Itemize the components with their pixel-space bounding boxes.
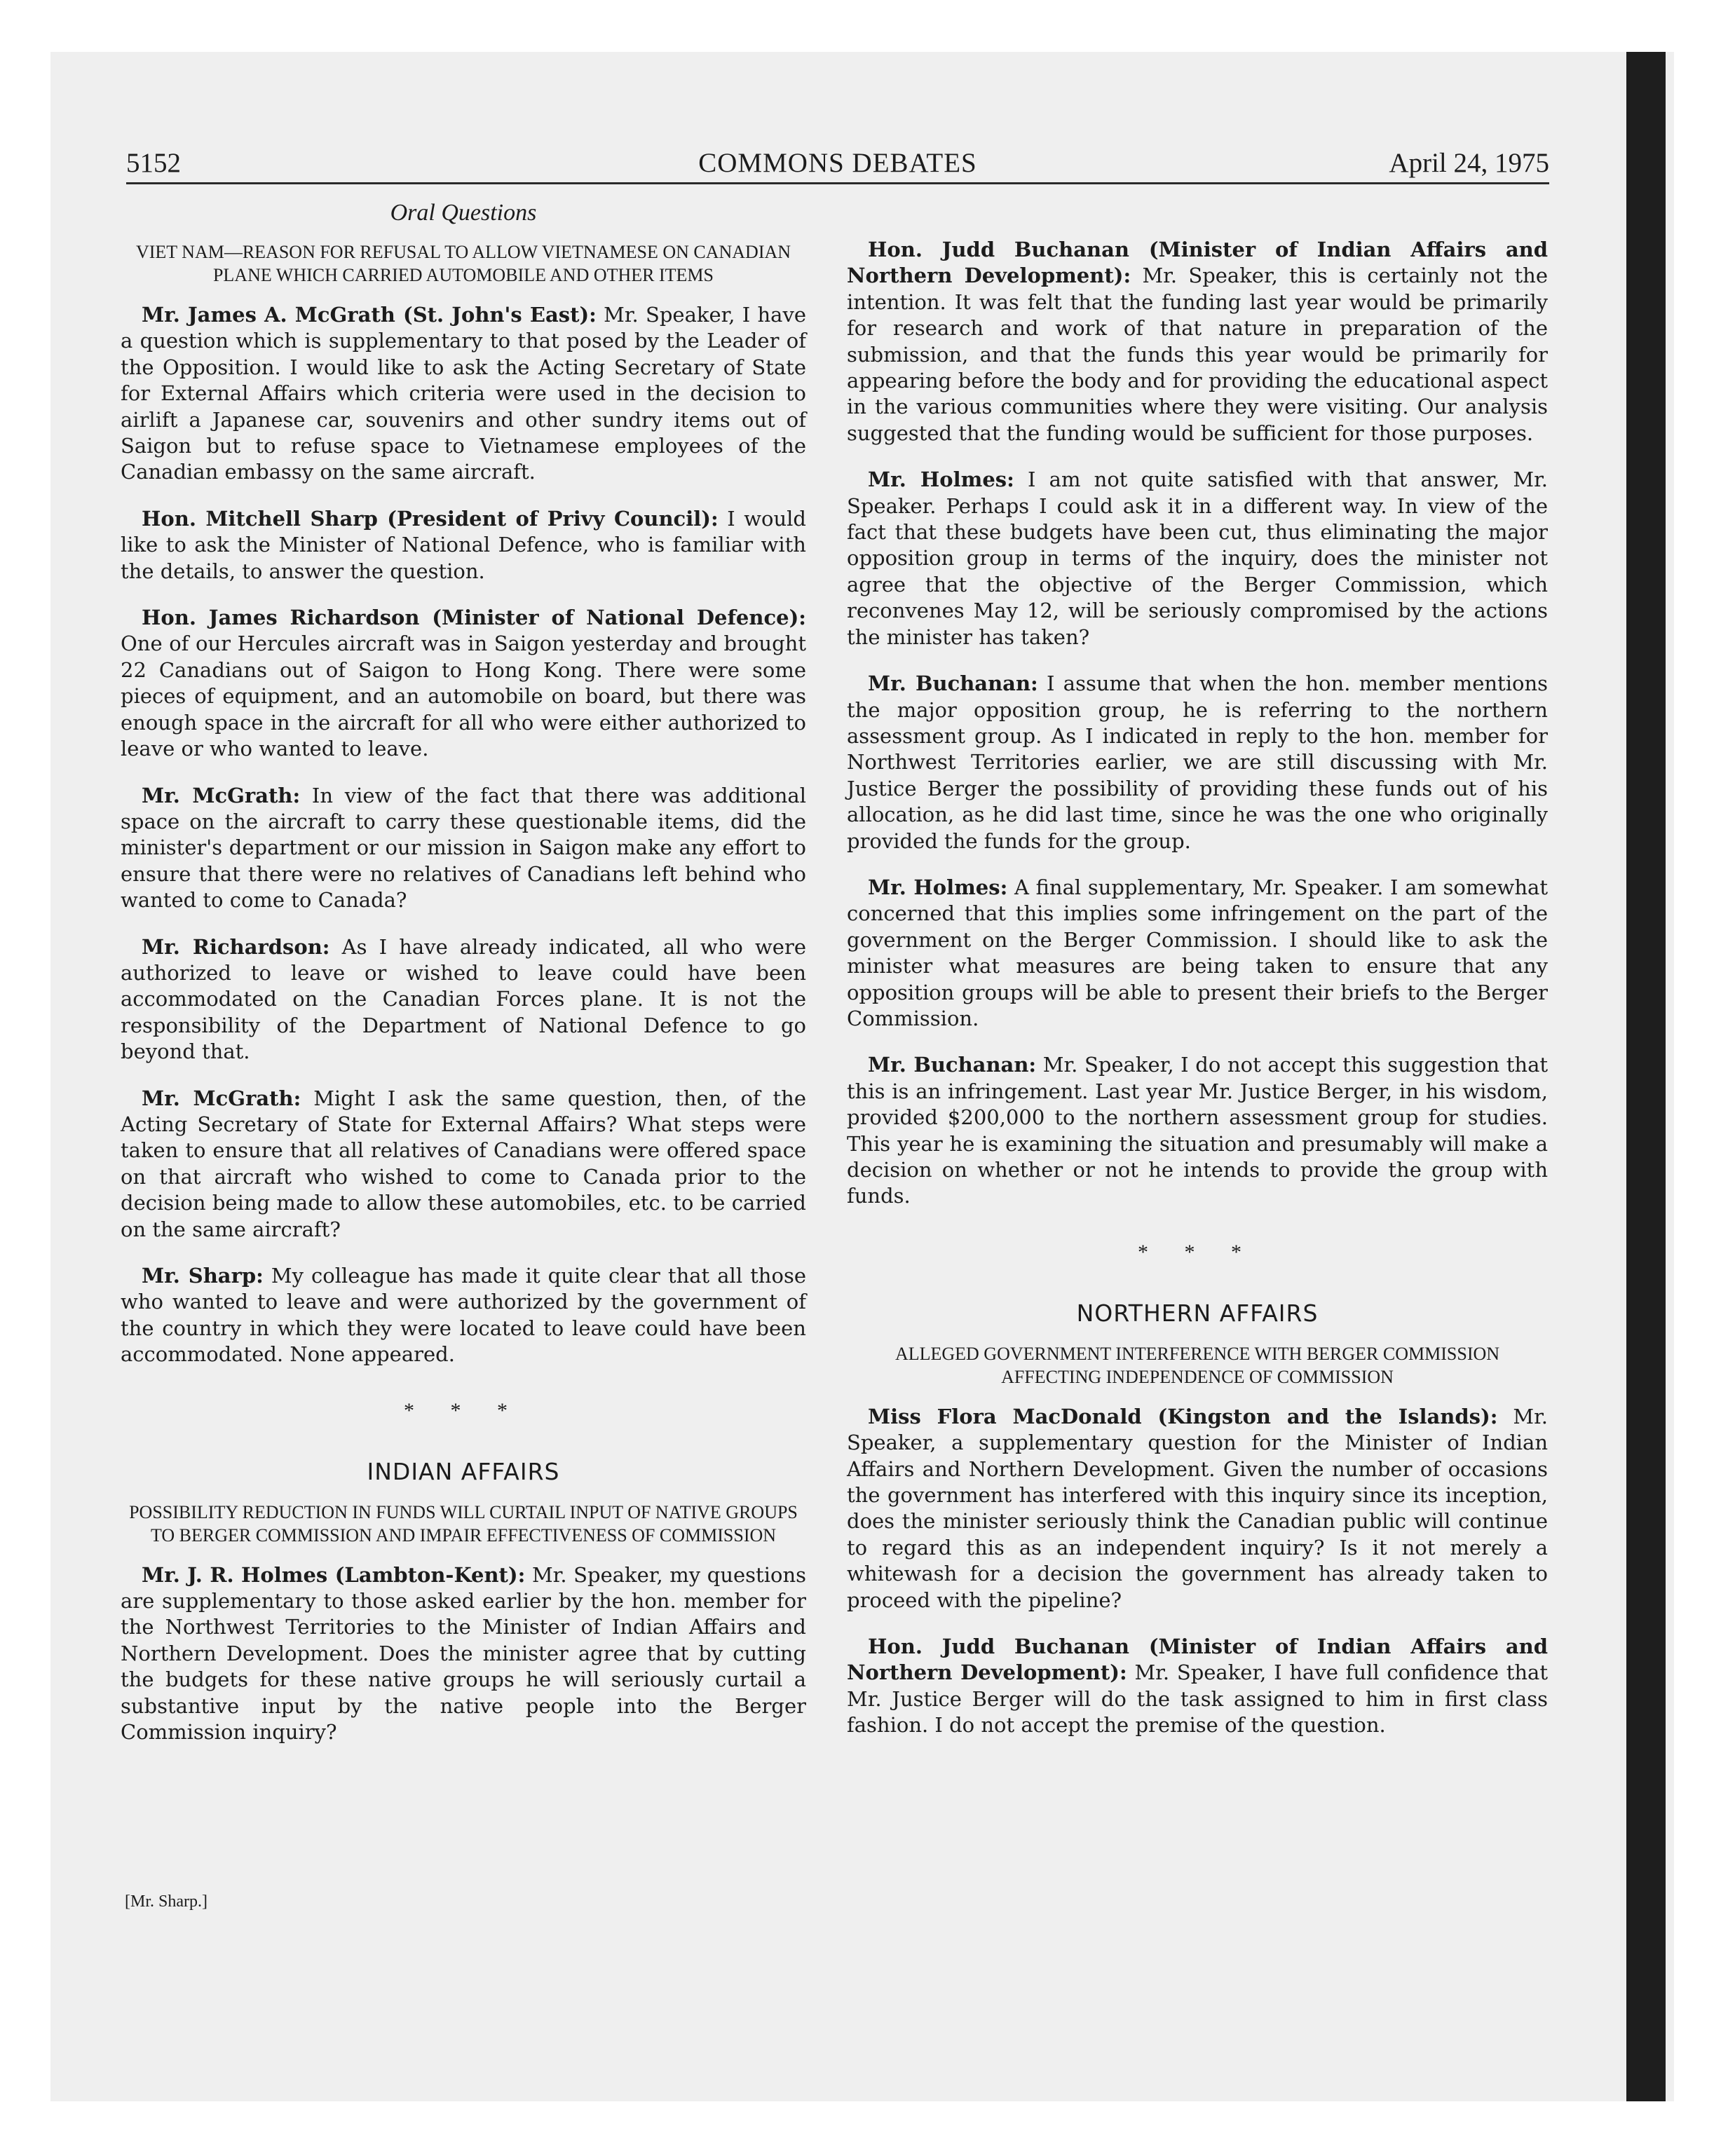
speaker-name: Mr. James A. McGrath (St. John's East): [142, 303, 597, 327]
speaker-name: Hon. Mitchell Sharp (President of Privy Council): [142, 506, 719, 531]
speaker-name: Miss Flora MacDonald (Kingston and the Islands): [868, 1404, 1498, 1428]
speech [121, 783, 806, 914]
section-title: NORTHERN AFFAIRS [1076, 1299, 1319, 1327]
speech-text: Mr. Speaker, my questions are supplementary to those asked earlier by the hon. member for the Northwest Territories to the Minister of Indian Affairs and Northern Development. Does the minister agree that by cutting the budgets for these native groups he will seriously curtail a substantive input by the native people into the Berger Commission inquiry? [121, 1562, 807, 1745]
speaker-name: Mr. Buchanan: [868, 1053, 1037, 1077]
speech-text: I would like to ask the Minister of National Defence, who is familiar with the details, to answer the question. [121, 506, 806, 583]
speech-text: I am not quite satisfied with that answer, Mr. Speaker. Perhaps I could ask it in a different way. In view of the fact that these budgets have been cut, thus eliminating the major opposition group in terms of the inquiry, does the minister not agree that the objective of the Berger Commission, which reconvenes May 12, will be seriously compromised by the actions the minister has taken? [847, 468, 1549, 649]
speaker-footer: [Mr. Sharp.] [125, 1892, 207, 1911]
speech-text: Mr. Speaker, I have full confidence that Mr. Justice Berger will do the task assigned to him in first class fashion. I do not accept the premise of the question. [847, 1660, 1548, 1738]
speaker-name: Mr. J. R. Holmes (Lambton-Kent): [142, 1562, 526, 1587]
speaker-name: Mr. Holmes: [868, 875, 1008, 899]
speech [121, 506, 806, 585]
speaker-name: Mr. McGrath: [142, 783, 301, 807]
speech [121, 934, 806, 1065]
section-separator: * * * [404, 1398, 523, 1422]
speech [121, 1086, 806, 1243]
speech [847, 671, 1548, 854]
page-date: April 24, 1975 [1389, 148, 1549, 178]
speaker-name: Hon. James Richardson (Minister of National Defence): [142, 606, 806, 630]
speech-text: My colleague has made it quite clear that all those who wanted to leave and were authorized by the government of the country in which they were located to leave could have been accommodated. None appeared. [121, 1264, 806, 1367]
speaker-name: Mr. Holmes: [868, 468, 1014, 492]
speech-text: One of our Hercules aircraft was in Saigon yesterday and brought 22 Canadians out of Saigon to Hong Kong. There were some pieces of equipment, and an automobile on board, but there was enough space in the aircraft for all who were either authorized to leave or who wanted to leave. [121, 632, 806, 761]
speaker-name: Mr. Richardson: [142, 934, 330, 959]
speech-text: In view of the fact that there was additional space on the aircraft to carry these questionable items, did the minister's department or our mission in Saigon make any effort to ensure that there were no relatives of Canadians left behind who wanted to come to Canada? [121, 783, 806, 913]
speech-text: Mr. Speaker, this is certainly not the intention. It was felt that the funding last year would be primarily for research and work of that nature in preparation of the submission, and that the funds this year would be primarily for appearing before the body and for providing the educational aspect in the various communities where they were visiting. Our analysis suggested that the funding would be sufficient for those purposes. [847, 264, 1548, 445]
page-number: 5152 [126, 148, 181, 178]
scan-edge-shadow [1626, 52, 1666, 2101]
subject-heading: POSSIBILITY REDUCTION IN FUNDS WILL CURTAIL INPUT OF NATIVE GROUPS TO BERGER COMMISSION AND IMPAIR EFFECTIVENESS OF COMMISSION [129, 1501, 798, 1546]
speech [121, 1263, 806, 1368]
speech [847, 1634, 1548, 1739]
speech [847, 1052, 1548, 1209]
right-column [847, 237, 1548, 1759]
speech [847, 1404, 1548, 1613]
speaker-name: Hon. Judd Buchanan (Minister of Indian Affairs and Northern Development): [847, 1635, 1548, 1685]
speech-text: Might I ask the same question, then, of the Acting Secretary of State for External Affairs? What steps were taken to ensure that all relatives of Canadians were offered space on that aircraft who wished to come to Canada prior to the decision being made to allow these automobiles, etc. to be carried on the same aircraft? [121, 1086, 807, 1241]
speech [847, 875, 1548, 1032]
speaker-name: Mr. McGrath: [142, 1086, 301, 1110]
speaker-name: Mr. Buchanan: [868, 671, 1038, 696]
speech [121, 302, 806, 486]
speech [847, 237, 1548, 446]
page-header [126, 150, 1549, 184]
left-column [121, 200, 806, 1766]
subject-heading: VIET NAM—REASON FOR REFUSAL TO ALLOW VIETNAMESE ON CANADIAN PLANE WHICH CARRIED AUTOMOBILE AND OTHER ITEMS [135, 242, 791, 285]
speech [121, 1562, 806, 1746]
speech-text: Mr. Speaker, I have a question which is supplementary to that posed by the Leader of the Opposition. I would like to ask the Acting Secretary of State for External Affairs which criteria were used in the decision to airlift a Japanese car, souvenirs and other sundry items out of Saigon but to refuse space to Vietnamese employees of the Canadian embassy on the same aircraft. [121, 303, 806, 484]
section-separator: * * * [1138, 1240, 1257, 1264]
speaker-name: Mr. Sharp: [142, 1264, 264, 1288]
speech-text: A final supplementary, Mr. Speaker. I am somewhat concerned that this implies some infringement on the part of the government on the Berger Commission. I should like to ask the minister what measures are being taken to ensure that any opposition groups will be able to present their briefs to the Berger Commission. [847, 875, 1548, 1030]
publication-title: COMMONS DEBATES [698, 148, 977, 178]
section-title: INDIAN AFFAIRS [367, 1457, 560, 1485]
speech [847, 467, 1548, 650]
speaker-name: Hon. Judd Buchanan (Minister of Indian Affairs and Northern Development): [847, 238, 1548, 288]
subject-heading: ALLEGED GOVERNMENT INTERFERENCE WITH BERGER COMMISSION AFFECTING INDEPENDENCE OF COMMISSION [894, 1343, 1500, 1387]
speech-text: Mr. Speaker, I do not accept this suggestion that this is an infringement. Last year Mr. Justice Berger, in his wisdom, provided $200,000 to the northern assessment group for studies. This year he is examining the situation and presumably will make a decision on whether or not he intends to provide the group with funds. [847, 1053, 1549, 1208]
speech-text: Mr. Speaker, a supplementary question for the Minister of Indian Affairs and Northern Development. Given the number of occasions the government has interfered with this inquiry since its inception, does the minister seriously think the Canadian public will continue to regard this as an independent inquiry? Is it not merely a whitewash for a decision the government has already taken to proceed with the pipeline? [847, 1404, 1548, 1612]
speech-text: As I have already indicated, all who were authorized to leave or wished to leave could have been accommodated on the Canadian Forces plane. It is not the responsibility of the Department of National Defence to go beyond that. [121, 934, 806, 1064]
speech-text: I assume that when the hon. member mentions the major opposition group, he is referring to the northern assessment group. As I indicated in reply to the hon. member for Northwest Territories earlier, we are still discussing with Mr. Justice Berger the possibility of providing these funds out of his allocation, as he did last time, since he was the one who originally provided the funds for the group. [847, 671, 1548, 853]
speech [121, 605, 806, 762]
context-title: Oral Questions [390, 200, 537, 226]
